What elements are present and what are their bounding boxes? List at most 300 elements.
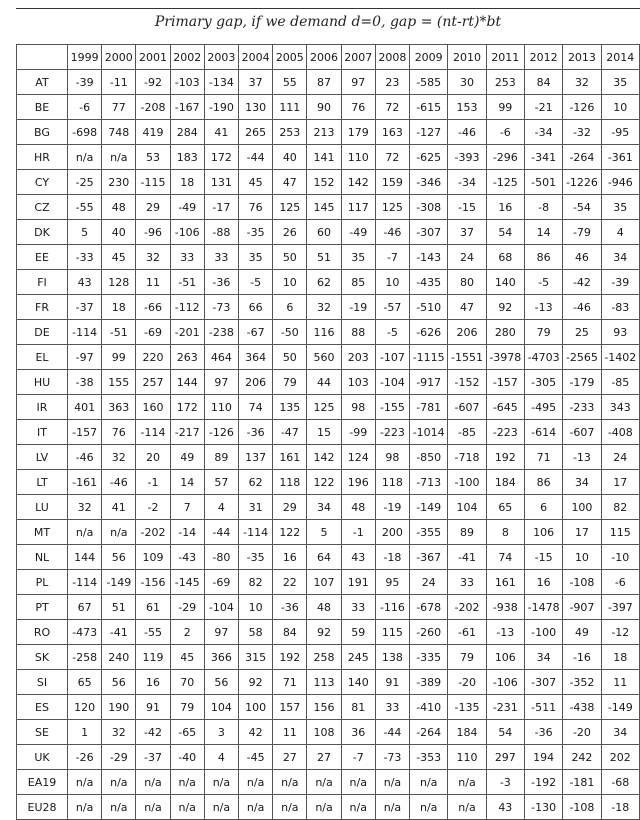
value-cell: 14 (524, 220, 562, 245)
value-cell: -42 (136, 720, 170, 745)
value-cell: 61 (136, 595, 170, 620)
country-cell: BG (17, 120, 68, 145)
value-cell: 159 (375, 170, 409, 195)
country-cell: HU (17, 370, 68, 395)
country-cell: NL (17, 545, 68, 570)
value-cell: -511 (524, 695, 562, 720)
value-cell: 29 (136, 195, 170, 220)
value-cell: -51 (170, 270, 204, 295)
value-cell: 245 (341, 645, 375, 670)
value-cell: 51 (102, 595, 136, 620)
value-cell: 183 (170, 145, 204, 170)
value-cell: 24 (410, 570, 448, 595)
year-header: 2008 (375, 45, 409, 70)
value-cell: -1551 (448, 345, 486, 370)
value-cell: -46 (375, 220, 409, 245)
value-cell: -34 (524, 120, 562, 145)
value-cell: 86 (524, 470, 562, 495)
value-cell: -718 (448, 445, 486, 470)
value-cell: 163 (375, 120, 409, 145)
year-header: 2009 (410, 45, 448, 70)
value-cell: 140 (486, 270, 524, 295)
value-cell: -114 (68, 320, 102, 345)
value-cell: 76 (102, 420, 136, 445)
value-cell: 32 (136, 245, 170, 270)
country-cell: EL (17, 345, 68, 370)
value-cell: -149 (410, 495, 448, 520)
value-cell: n/a (273, 770, 307, 795)
value-cell: 34 (601, 245, 639, 270)
value-cell: 33 (448, 570, 486, 595)
value-cell: -260 (410, 620, 448, 645)
value-cell: 109 (136, 545, 170, 570)
value-cell: -258 (68, 645, 102, 670)
year-header: 2000 (102, 45, 136, 70)
value-cell: -115 (136, 170, 170, 195)
country-cell: LV (17, 445, 68, 470)
value-cell: -1226 (563, 170, 601, 195)
value-cell: 68 (486, 245, 524, 270)
value-cell: 156 (307, 695, 341, 720)
value-cell: 64 (307, 545, 341, 570)
value-cell: 10 (601, 95, 639, 120)
value-cell: 37 (239, 70, 273, 95)
value-cell: 86 (524, 245, 562, 270)
value-cell: 57 (204, 470, 238, 495)
value-cell: -100 (448, 470, 486, 495)
value-cell: n/a (204, 770, 238, 795)
table-row (17, 270, 640, 295)
value-cell: 122 (273, 520, 307, 545)
value-cell: 10 (375, 270, 409, 295)
value-cell: 184 (448, 720, 486, 745)
value-cell: 172 (204, 145, 238, 170)
year-header: 2006 (307, 45, 341, 70)
value-cell: 43 (68, 270, 102, 295)
country-cell: IT (17, 420, 68, 445)
value-cell: -66 (136, 295, 170, 320)
table-row (17, 570, 640, 595)
value-cell: 20 (136, 445, 170, 470)
value-cell: 91 (136, 695, 170, 720)
value-cell: -5 (239, 270, 273, 295)
country-cell: PL (17, 570, 68, 595)
value-cell: -112 (170, 295, 204, 320)
value-cell: -106 (486, 670, 524, 695)
value-cell: -473 (68, 620, 102, 645)
value-cell: n/a (375, 795, 409, 820)
value-cell: -100 (524, 620, 562, 645)
value-cell: 122 (307, 470, 341, 495)
value-cell: -126 (563, 95, 601, 120)
value-cell: 124 (341, 445, 375, 470)
value-cell: 125 (307, 395, 341, 420)
value-cell: -41 (102, 620, 136, 645)
table-row (17, 320, 640, 345)
value-cell: n/a (239, 795, 273, 820)
value-cell: -114 (239, 520, 273, 545)
value-cell: -80 (204, 545, 238, 570)
value-cell: -353 (410, 745, 448, 770)
value-cell: 3 (204, 720, 238, 745)
country-cell: HR (17, 145, 68, 170)
value-cell: 82 (239, 570, 273, 595)
value-cell: -46 (102, 470, 136, 495)
value-cell: -67 (239, 320, 273, 345)
value-cell: 280 (486, 320, 524, 345)
value-cell: -143 (410, 245, 448, 270)
value-cell: -108 (563, 570, 601, 595)
value-cell: 82 (601, 495, 639, 520)
value-cell: 364 (239, 345, 273, 370)
value-cell: n/a (204, 795, 238, 820)
value-cell: -341 (524, 145, 562, 170)
country-cell: DE (17, 320, 68, 345)
value-cell: 8 (486, 520, 524, 545)
value-cell: -36 (239, 420, 273, 445)
value-cell: n/a (410, 795, 448, 820)
value-cell: -73 (204, 295, 238, 320)
value-cell: 88 (341, 320, 375, 345)
value-cell: -44 (204, 520, 238, 545)
value-cell: n/a (307, 770, 341, 795)
value-cell: 111 (273, 95, 307, 120)
value-cell: -43 (170, 545, 204, 570)
value-cell: -134 (204, 70, 238, 95)
table-row (17, 70, 640, 95)
value-cell: 206 (239, 370, 273, 395)
value-cell: 92 (307, 620, 341, 645)
value-cell: -61 (448, 620, 486, 645)
value-cell: 25 (563, 320, 601, 345)
value-cell: -179 (563, 370, 601, 395)
value-cell: -69 (136, 320, 170, 345)
value-cell: 192 (486, 445, 524, 470)
value-cell: -106 (170, 220, 204, 245)
value-cell: n/a (341, 795, 375, 820)
value-cell: 32 (68, 495, 102, 520)
value-cell: 48 (102, 195, 136, 220)
value-cell: 70 (170, 670, 204, 695)
value-cell: 100 (563, 495, 601, 520)
value-cell: 97 (204, 370, 238, 395)
value-cell: 137 (239, 445, 273, 470)
value-cell: -13 (486, 620, 524, 645)
value-cell: 50 (273, 245, 307, 270)
value-cell: -135 (448, 695, 486, 720)
value-cell: -167 (170, 95, 204, 120)
value-cell: -208 (136, 95, 170, 120)
value-cell: -33 (68, 245, 102, 270)
value-cell: 89 (204, 445, 238, 470)
value-cell: -157 (68, 420, 102, 445)
value-cell: 6 (273, 295, 307, 320)
value-cell: n/a (68, 145, 102, 170)
value-cell: -157 (486, 370, 524, 395)
country-cell: LU (17, 495, 68, 520)
year-header: 1999 (68, 45, 102, 70)
value-cell: 16 (486, 195, 524, 220)
value-cell: -83 (601, 295, 639, 320)
value-cell: 401 (68, 395, 102, 420)
value-cell: 106 (486, 645, 524, 670)
value-cell: 108 (307, 720, 341, 745)
value-cell: -238 (204, 320, 238, 345)
value-cell: 67 (68, 595, 102, 620)
value-cell: -55 (136, 620, 170, 645)
country-cell: DK (17, 220, 68, 245)
value-cell: 27 (307, 745, 341, 770)
value-cell: -127 (410, 120, 448, 145)
value-cell: -37 (68, 295, 102, 320)
value-cell: 200 (375, 520, 409, 545)
table-row (17, 670, 640, 695)
value-cell: -35 (239, 220, 273, 245)
table-row (17, 620, 640, 645)
table-row (17, 420, 640, 445)
value-cell: n/a (102, 795, 136, 820)
value-cell: -307 (410, 220, 448, 245)
value-cell: 60 (307, 220, 341, 245)
primary-gap-table (16, 44, 640, 820)
value-cell: -438 (563, 695, 601, 720)
value-cell: -361 (601, 145, 639, 170)
value-cell: -68 (601, 770, 639, 795)
value-cell: -21 (524, 95, 562, 120)
value-cell: 18 (102, 295, 136, 320)
value-cell: 33 (204, 245, 238, 270)
value-cell: -19 (375, 495, 409, 520)
value-cell: -495 (524, 395, 562, 420)
value-cell: -510 (410, 295, 448, 320)
value-cell: -41 (448, 545, 486, 570)
value-cell: 113 (307, 670, 341, 695)
value-cell: -51 (102, 320, 136, 345)
year-header: 2010 (448, 45, 486, 70)
value-cell: 230 (102, 170, 136, 195)
value-cell: -12 (601, 620, 639, 645)
value-cell: -47 (273, 420, 307, 445)
value-cell: 44 (307, 370, 341, 395)
value-cell: 7 (170, 495, 204, 520)
value-cell: -114 (68, 570, 102, 595)
value-cell: 16 (136, 670, 170, 695)
table-row (17, 595, 640, 620)
value-cell: 74 (486, 545, 524, 570)
value-cell: -44 (375, 720, 409, 745)
value-cell: 92 (239, 670, 273, 695)
value-cell: -3978 (486, 345, 524, 370)
value-cell: 153 (448, 95, 486, 120)
value-cell: 17 (601, 470, 639, 495)
value-cell: -45 (239, 745, 273, 770)
value-cell: -352 (563, 670, 601, 695)
value-cell: 35 (239, 245, 273, 270)
value-cell: 66 (239, 295, 273, 320)
value-cell: -698 (68, 120, 102, 145)
value-cell: 128 (102, 270, 136, 295)
table-body (17, 70, 640, 820)
value-cell: 46 (563, 245, 601, 270)
value-cell: 47 (273, 170, 307, 195)
value-cell: 34 (563, 470, 601, 495)
value-cell: 141 (307, 145, 341, 170)
value-cell: 56 (102, 545, 136, 570)
value-cell: 118 (375, 470, 409, 495)
value-cell: -37 (136, 745, 170, 770)
table-row (17, 795, 640, 820)
value-cell: 85 (341, 270, 375, 295)
value-cell: 213 (307, 120, 341, 145)
value-cell: -39 (601, 270, 639, 295)
value-cell: 110 (341, 145, 375, 170)
value-cell: 131 (204, 170, 238, 195)
value-cell: 142 (307, 445, 341, 470)
value-cell: 33 (170, 245, 204, 270)
value-cell: -29 (102, 745, 136, 770)
value-cell: 58 (239, 620, 273, 645)
value-cell: 31 (239, 495, 273, 520)
value-cell: -781 (410, 395, 448, 420)
table-row (17, 245, 640, 270)
value-cell: -626 (410, 320, 448, 345)
value-cell: 40 (273, 145, 307, 170)
value-cell: 144 (170, 370, 204, 395)
year-header: 2014 (601, 45, 639, 70)
value-cell: -713 (410, 470, 448, 495)
value-cell: -217 (170, 420, 204, 445)
value-cell: 284 (170, 120, 204, 145)
value-cell: 6 (524, 495, 562, 520)
value-cell: -1115 (410, 345, 448, 370)
value-cell: 79 (448, 645, 486, 670)
value-cell: -307 (524, 670, 562, 695)
value-cell: -190 (204, 95, 238, 120)
table-row (17, 220, 640, 245)
value-cell: 192 (273, 645, 307, 670)
table-row (17, 95, 640, 120)
table-row (17, 520, 640, 545)
year-header: 2005 (273, 45, 307, 70)
value-cell: -50 (273, 320, 307, 345)
value-cell: 41 (204, 120, 238, 145)
value-cell: 4 (204, 495, 238, 520)
value-cell: 18 (170, 170, 204, 195)
value-cell: -264 (410, 720, 448, 745)
value-cell: n/a (273, 795, 307, 820)
value-cell: -231 (486, 695, 524, 720)
value-cell: 55 (273, 70, 307, 95)
value-cell: 220 (136, 345, 170, 370)
value-cell: -46 (68, 445, 102, 470)
value-cell: 242 (563, 745, 601, 770)
value-cell: -46 (448, 120, 486, 145)
value-cell: n/a (448, 795, 486, 820)
year-header: 2012 (524, 45, 562, 70)
value-cell: 56 (102, 670, 136, 695)
value-cell: 97 (341, 70, 375, 95)
value-cell: 1 (68, 720, 102, 745)
value-cell: 110 (448, 745, 486, 770)
value-cell: -1014 (410, 420, 448, 445)
value-cell: -85 (448, 420, 486, 445)
country-cell: SK (17, 645, 68, 670)
value-cell: -10 (601, 545, 639, 570)
country-cell: CZ (17, 195, 68, 220)
value-cell: -11 (102, 70, 136, 95)
value-cell: 99 (486, 95, 524, 120)
value-cell: 110 (204, 395, 238, 420)
value-cell: 16 (273, 545, 307, 570)
value-cell: 115 (601, 520, 639, 545)
value-cell: 74 (239, 395, 273, 420)
value-cell: 42 (239, 720, 273, 745)
value-cell: 5 (307, 520, 341, 545)
value-cell: -65 (170, 720, 204, 745)
table-row (17, 470, 640, 495)
table-row (17, 395, 640, 420)
value-cell: n/a (170, 795, 204, 820)
value-cell: -96 (136, 220, 170, 245)
value-cell: 142 (341, 170, 375, 195)
value-cell: 419 (136, 120, 170, 145)
value-cell: 81 (341, 695, 375, 720)
value-cell: 92 (486, 295, 524, 320)
value-cell: -393 (448, 145, 486, 170)
country-cell: LT (17, 470, 68, 495)
country-cell: SI (17, 670, 68, 695)
value-cell: -223 (486, 420, 524, 445)
value-cell: 22 (273, 570, 307, 595)
value-cell: 14 (170, 470, 204, 495)
value-cell: 45 (170, 645, 204, 670)
value-cell: 72 (375, 145, 409, 170)
value-cell: -36 (273, 595, 307, 620)
value-cell: 32 (563, 70, 601, 95)
value-cell: -104 (204, 595, 238, 620)
value-cell: -69 (204, 570, 238, 595)
country-cell: MT (17, 520, 68, 545)
value-cell: -36 (204, 270, 238, 295)
table-row (17, 145, 640, 170)
value-cell: -145 (170, 570, 204, 595)
table-row (17, 720, 640, 745)
table-row (17, 645, 640, 670)
value-cell: -79 (563, 220, 601, 245)
value-cell: 194 (524, 745, 562, 770)
value-cell: 366 (204, 645, 238, 670)
value-cell: 315 (239, 645, 273, 670)
year-header: 2013 (563, 45, 601, 70)
value-cell: -917 (410, 370, 448, 395)
value-cell: -44 (239, 145, 273, 170)
value-cell: -49 (170, 195, 204, 220)
value-cell: 30 (448, 70, 486, 95)
value-cell: 77 (102, 95, 136, 120)
value-cell: -36 (524, 720, 562, 745)
value-cell: n/a (136, 770, 170, 795)
value-cell: 79 (273, 370, 307, 395)
value-cell: -107 (375, 345, 409, 370)
year-header: 2002 (170, 45, 204, 70)
value-cell: 135 (273, 395, 307, 420)
country-cell: ES (17, 695, 68, 720)
value-cell: 2 (170, 620, 204, 645)
value-cell: -4703 (524, 345, 562, 370)
value-cell: 4 (204, 745, 238, 770)
value-cell: -201 (170, 320, 204, 345)
value-cell: 172 (170, 395, 204, 420)
